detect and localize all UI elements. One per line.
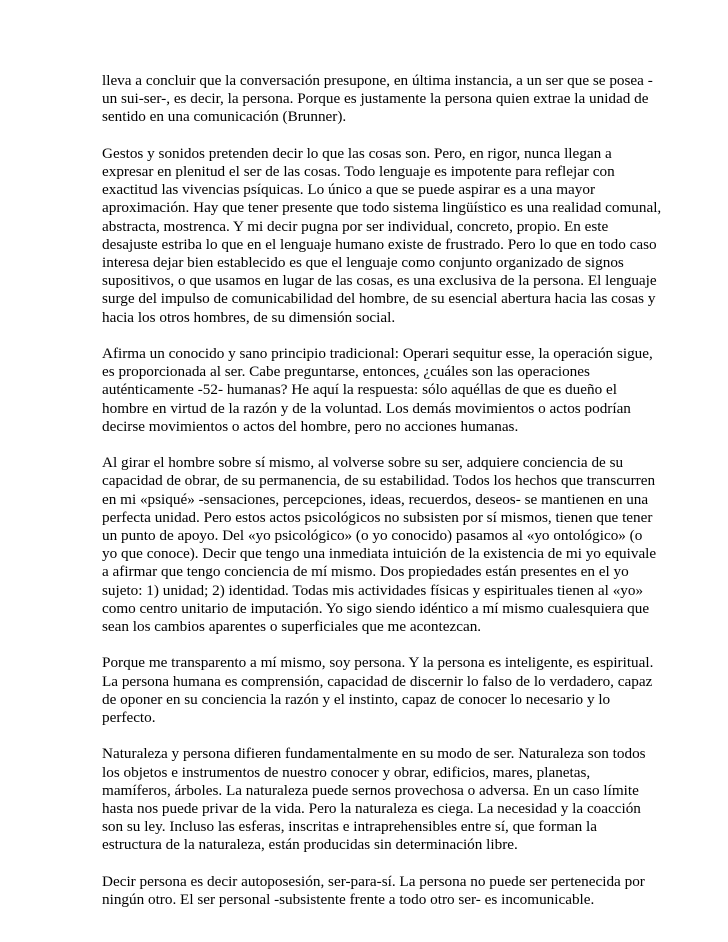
- text-line: Porque me transparento a mí mismo, soy persona. Y la persona es inteligente, es espiritual.: [102, 654, 654, 672]
- text-line: sentido en una comunicación (Brunner).: [102, 108, 347, 126]
- text-line: exactitud las vivencias psíquicas. Lo único a que se puede aspirar es a una mayor: [102, 181, 596, 199]
- text-line: aproximación. Hay que tener presente que todo sistema lingüístico es una realidad comunal,: [102, 199, 662, 217]
- paragraph-7: [102, 872, 645, 909]
- text-line: La persona humana es comprensión, capacidad de discernir lo falso de lo verdadero, capaz: [102, 672, 653, 690]
- document-page: [102, 72, 662, 927]
- text-line: interesa dejar bien establecido es que el lenguaje como conjunto organizado de signos: [102, 254, 624, 272]
- text-line: desajuste estriba lo que en el lenguaje humano existe de frustrado. Pero lo que en todo caso: [102, 235, 657, 253]
- text-line: yo que conoce). Decir que tengo una inmediata intuición de la existencia de mi yo equivale: [102, 545, 657, 563]
- text-line: hacia los otros hombres, de su dimensión social.: [102, 308, 396, 326]
- paragraph-5: [102, 654, 654, 727]
- text-line: son su ley. Incluso las esferas, inscritas e intraprehensibles entre sí, que forman la: [102, 818, 597, 836]
- text-line: estructura de la naturaleza, están producidas sin determinación libre.: [102, 836, 518, 854]
- text-line: ningún otro. El ser personal -subsistente frente a todo otro ser- es incomunicable.: [102, 891, 595, 909]
- paragraph-2: [102, 144, 662, 327]
- text-line: perfecta unidad. Pero estos actos psicológicos no subsisten por sí mismos, tienen que tener: [102, 508, 653, 526]
- text-line: un punto de apoyo. Del «yo psicológico» (o yo conocido) pasamos al «yo ontológico» (o: [102, 527, 643, 545]
- paragraph-4: [102, 454, 657, 636]
- text-line: abstracta, mostrenca. Y mi decir pugna por ser individual, concreto, propio. En este: [102, 217, 609, 235]
- paragraph-3: [102, 345, 653, 436]
- text-line: a afirmar que tengo conciencia de mí mismo. Dos propiedades están presentes en el yo: [102, 563, 629, 581]
- text-line: de oponer en su conciencia la razón y el instinto, capaz de conocer lo necesario y lo: [102, 690, 611, 708]
- text-line: perfecto.: [102, 709, 156, 727]
- text-line: supositivos, o que usamos en lugar de las cosas, es una exclusiva de la persona. El lenguaje: [102, 272, 657, 290]
- text-line: sean los cambios aparentes o superficiales que me acontezcan.: [102, 618, 482, 636]
- text-line: es proporcionada al ser. Cabe preguntarse, entonces, ¿cuáles son las operaciones: [102, 363, 590, 381]
- text-line: decirse movimientos o actos del hombre, pero no acciones humanas.: [102, 417, 519, 435]
- text-line: Decir persona es decir autoposesión, ser-para-sí. La persona no puede ser pertenecida por: [102, 872, 645, 890]
- text-line: surge del impulso de comunicabilidad del hombre, de su esencial abertura hacia las cosas y: [102, 290, 656, 308]
- text-line: Gestos y sonidos pretenden decir lo que las cosas son. Pero, en rigor, nunca llegan a: [102, 144, 612, 162]
- text-line: en mi «psiqué» -sensaciones, percepciones, ideas, recuerdos, deseos- se mantienen en una: [102, 490, 649, 508]
- text-line: un sui-ser-, es decir, la persona. Porque es justamente la persona quien extrae la unidad de: [102, 90, 649, 108]
- text-line: capacidad de obrar, de su permanencia, de su estabilidad. Todos los hechos que transcurren: [102, 472, 656, 490]
- text-line: Al girar el hombre sobre sí mismo, al volverse sobre su ser, adquiere conciencia de su: [102, 454, 624, 472]
- text-line: Afirma un conocido y sano principio tradicional: Operari sequitur esse, la operación sigue,: [102, 345, 653, 363]
- paragraph-6: [102, 745, 646, 854]
- text-line: hasta nos puede privar de la vida. Pero la naturaleza es ciega. La necesidad y la coacción: [102, 800, 641, 818]
- text-line: como centro unitario de imputación. Yo sigo siendo idéntico a mí mismo cualesquiera que: [102, 599, 650, 617]
- text-line: auténticamente -52- humanas? He aquí la respuesta: sólo aquéllas de que es dueño el: [102, 381, 617, 399]
- text-line: expresar en plenitud el ser de las cosas. Todo lenguaje es impotente para reflejar con: [102, 163, 615, 180]
- text-line: mamíferos, árboles. La naturaleza puede sernos provechosa o adversa. En un caso límite: [102, 781, 639, 799]
- text-line: los objetos e instrumentos de nuestro conocer y obrar, edificios, mares, planetas,: [102, 763, 591, 781]
- text-line: lleva a concluir que la conversación presupone, en última instancia, a un ser que se posea -: [102, 72, 653, 89]
- paragraph-1: [102, 72, 653, 127]
- text-line: sujeto: 1) unidad; 2) identidad. Todas mis actividades físicas y espirituales tienen al «yo»: [102, 581, 644, 599]
- text-line: hombre en virtud de la razón y de la voluntad. Los demás movimientos o actos podrían: [102, 399, 631, 417]
- text-line: Naturaleza y persona difieren fundamentalmente en su modo de ser. Naturaleza son todos: [102, 745, 646, 763]
